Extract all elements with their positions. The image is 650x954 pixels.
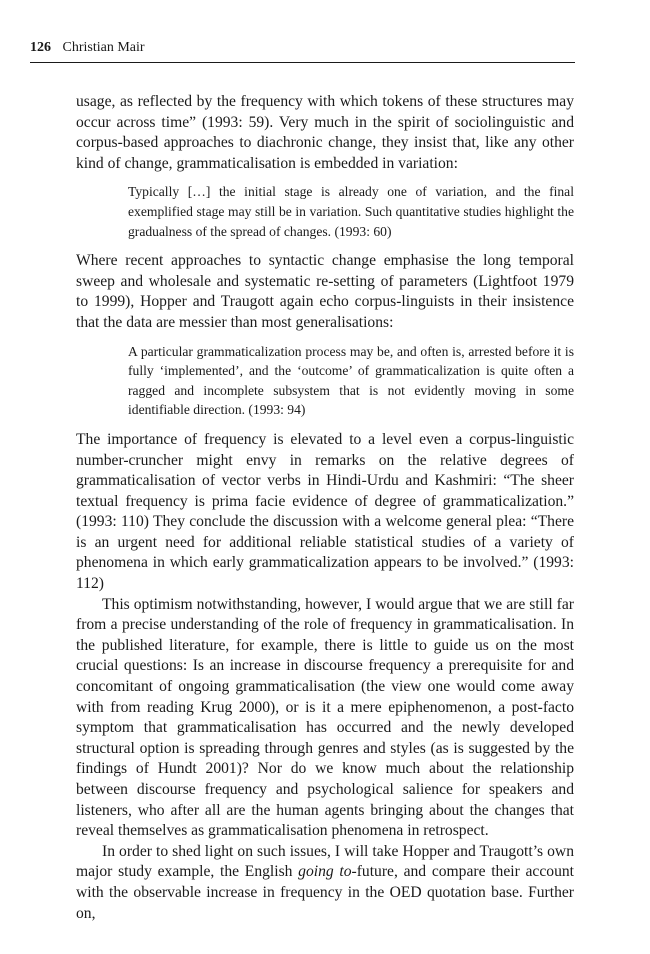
block-quote-1: Typically […] the initial stage is already one of variation, and the final exemplified stage may still be in variation. Such quantitative studies highlight the gradualness of the spread of changes. (1993: 60)	[128, 184, 574, 239]
paragraph-5-italic: going to	[298, 863, 352, 881]
paragraph-4: This optimism notwithstanding, however, I would argue that we are still far from a precise understanding of the role of frequency in grammaticalisation. In the published literature, for example, there is little to guide us on the most crucial questions: Is an increase in discourse frequency a prerequisite for and concomitant of ongoing grammaticalisation (the view one would come away with from reading Krug 2000), or is it a mere epiphenomenon, a post-facto symptom that grammaticalisation has occurred and the newly developed structural option is spreading through genres and styles (as is suggested by the findings of Hundt 2001)? Nor do we know much about the relationship between discourse frequency and psychological salience for speakers and listeners, who after all are the human agents bringing about the changes that reveal themselves as grammaticalisation phenomena in retrospect.	[76, 595, 574, 840]
main-text	[76, 92, 574, 924]
author-name: Christian Mair	[62, 40, 145, 55]
paragraph-5-text-b: -future, and compare their account with the observable increase in frequency in the OED quotation base. Further on,	[76, 863, 574, 922]
page-number: 126	[30, 40, 51, 55]
paragraph-3: The importance of frequency is elevated to a level even a corpus-linguistic number-cruncher might envy in remarks on the relative degrees of grammaticalisation of vector verbs in Hindi-Urdu and Kashmiri: “The sheer textual frequency is prima facie evidence of degree of grammaticalization.” (1993: 110) They conclude the discussion with a welcome general plea: “There is an urgent need for additional reliable statistical studies of a variety of phenomena in which early grammaticalization appears to be involved.” (1993: 112)	[76, 430, 574, 593]
paragraph-5-text-a: In order to shed light on such issues, I will take Hopper and Traugott’s own major study example, the English	[76, 842, 574, 881]
running-header	[30, 40, 575, 63]
paragraph-2: Where recent approaches to syntactic change emphasise the long temporal sweep and wholesale and systematic re-setting of parameters (Lightfoot 1979 to 1999), Hopper and Traugott again echo corpus-linguists in their insistence that the data are messier than most generalisations:	[76, 252, 574, 331]
paragraph-5	[76, 842, 574, 924]
block-quote-2: A particular grammaticalization process may be, and often is, arrested before it is fully ‘implemented’, and the ‘outcome’ of grammaticalization is quite often a ragged and incomplete subsystem that is not evidently moving in some identifiable direction. (1993: 94)	[128, 343, 574, 418]
paragraph-1: usage, as reflected by the frequency with which tokens of these structures may occur across time” (1993: 59). Very much in the spirit of sociolinguistic and corpus-based approaches to diachronic change, they insist that, like any other kind of change, grammaticalisation is embedded in variation:	[76, 93, 574, 172]
